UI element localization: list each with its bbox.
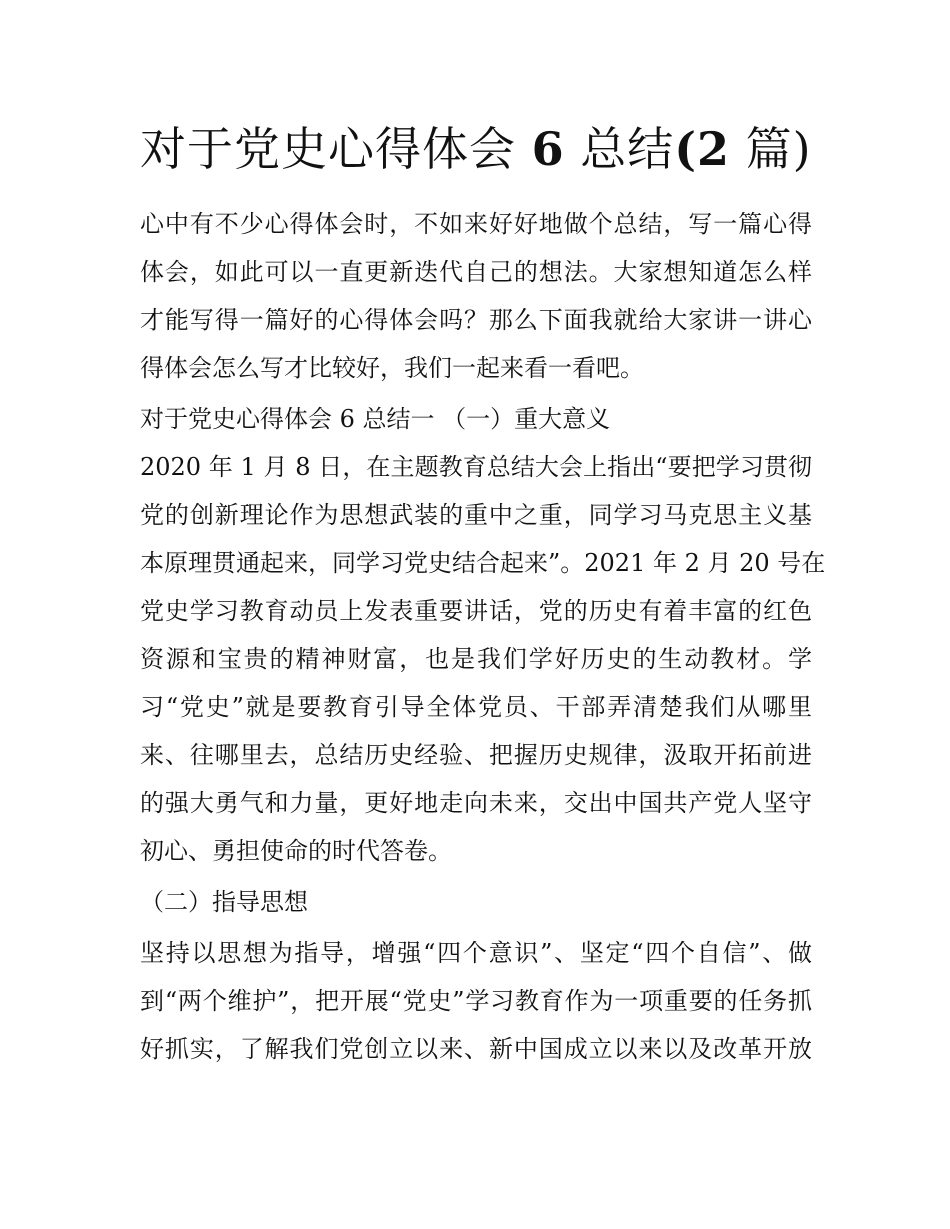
section-heading-2: （二）指导思想	[140, 888, 308, 916]
paragraph-line-2: 党的创新理论作为思想武装的重中之重，同学习马克思主义基	[140, 501, 812, 529]
paragraph-line-3: 本原理贯通起来，同学习党史结合起来”。2021 年 2 月 20 号在	[140, 549, 826, 577]
document-title	[140, 118, 840, 180]
paragraph-line-8: 的强大勇气和力量，更好地走向未来，交出中国共产党人坚守	[140, 789, 812, 817]
paragraph-line-5: 资源和宝贵的精神财富，也是我们学好历史的生动教材。学	[140, 645, 812, 673]
intro-line-4: 得体会怎么写才比较好，我们一起来看一看吧。	[140, 354, 644, 382]
intro-line-2: 体会，如此可以一直更新迭代自己的想法。大家想知道怎么样	[140, 258, 812, 286]
section-heading-1: 对于党史心得体会 6 总结一 （一）重大意义	[140, 405, 611, 433]
intro-line-3: 才能写得一篇好的心得体会吗？那么下面我就给大家讲一讲心	[140, 306, 812, 334]
paragraph-line-6: 习“党史”就是要教育引导全体党员、干部弄清楚我们从哪里	[140, 693, 812, 721]
paragraph2-line-3: 好抓实，了解我们党创立以来、新中国成立以来以及改革开放	[140, 1035, 812, 1063]
title-text-3: 篇)	[745, 122, 812, 176]
document-body	[140, 200, 826, 1073]
title-text-2: 总结	[580, 122, 675, 176]
title-paren-number: (2	[674, 122, 731, 176]
paragraph-line-9: 初心、勇担使命的时代答卷。	[140, 837, 452, 865]
title-number: 6	[531, 122, 565, 176]
paragraph2-line-1: 坚持以思想为指导，增强“四个意识”、坚定“四个自信”、做	[140, 939, 812, 967]
title-text-1: 对于党史心得体会	[140, 122, 516, 176]
paragraph-line-4: 党史学习教育动员上发表重要讲话，党的历史有着丰富的红色	[140, 597, 812, 625]
intro-line-1: 心中有不少心得体会时，不如来好好地做个总结，写一篇心得	[140, 210, 812, 238]
paragraph-line-7: 来、往哪里去，总结历史经验、把握历史规律，汲取开拓前进	[140, 741, 812, 769]
paragraph-line-1: 2020 年 1 月 8 日，在主题教育总结大会上指出“要把学习贯彻	[140, 453, 812, 481]
paragraph2-line-2: 到“两个维护”，把开展“党史”学习教育作为一项重要的任务抓	[140, 987, 812, 1015]
